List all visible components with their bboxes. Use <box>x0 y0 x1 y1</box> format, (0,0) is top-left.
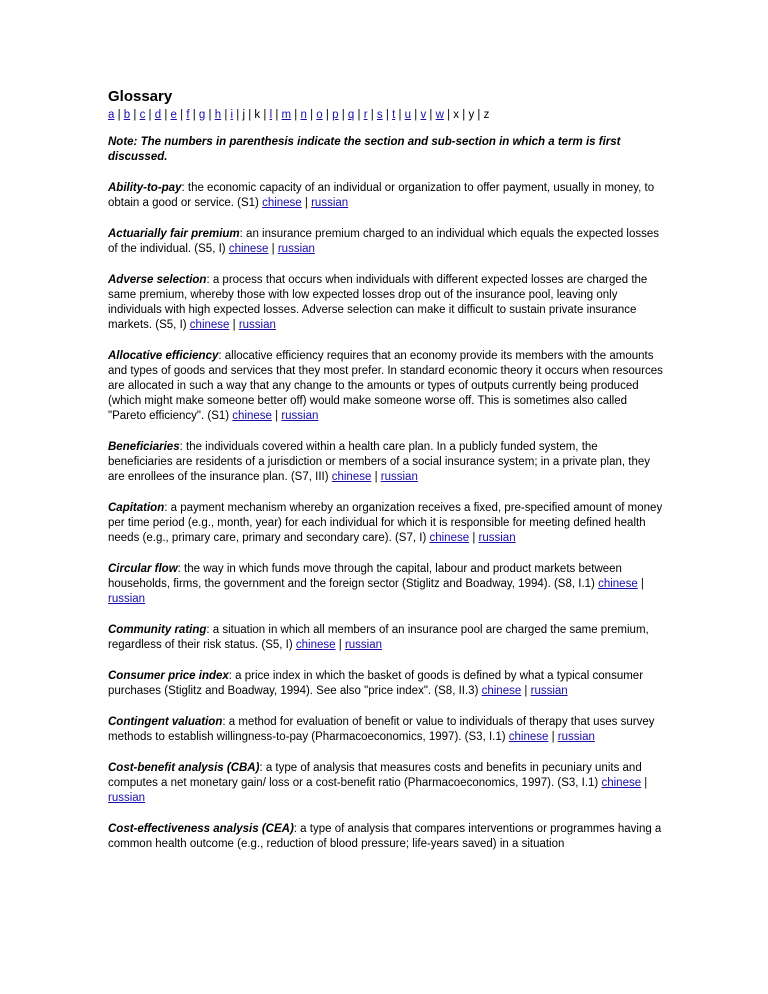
alphabet-letter-v[interactable]: v <box>420 109 427 121</box>
alphabet-separator: | <box>474 109 484 121</box>
glossary-definition: : the economic capacity of an individual or organization to offer payment, usually in money, to obtain a good or service. (S1) <box>108 182 655 209</box>
alphabet-letter-b[interactable]: b <box>123 109 131 121</box>
link-separator: | <box>301 197 312 209</box>
alphabet-letter-q[interactable]: q <box>347 109 355 121</box>
alphabet-letter-z: z <box>483 109 490 121</box>
glossary-definition: : an insurance premium charged to an individual which equals the expected losses of the individual. (S5, I) <box>108 228 660 255</box>
alphabet-separator: | <box>426 109 436 121</box>
glossary-entry <box>108 227 664 257</box>
russian-link[interactable]: russian <box>344 639 383 651</box>
alphabet-separator: | <box>114 109 124 121</box>
alphabet-letter-j: j <box>242 109 246 121</box>
alphabet-separator: | <box>176 109 187 121</box>
alphabet-separator: | <box>443 109 454 121</box>
glossary-entry <box>108 562 664 607</box>
chinese-link[interactable]: chinese <box>331 471 372 483</box>
chinese-link[interactable]: chinese <box>508 731 549 743</box>
glossary-term: Community rating <box>108 624 207 636</box>
alphabet-letter-l[interactable]: l <box>269 109 273 121</box>
glossary-definition: : the individuals covered within a health care plan. In a publicly funded system, the beneficiaries are residents of a jurisdiction or members of a social insurance system; in a private plan, they are enrollees of the insurance plan. (S7, III) <box>108 441 651 483</box>
alphabet-letter-y: y <box>468 109 475 121</box>
alphabet-separator: | <box>338 109 348 121</box>
russian-link[interactable]: russian <box>277 243 315 255</box>
russian-link[interactable]: russian <box>108 593 146 605</box>
alphabet-letter-i[interactable]: i <box>230 109 234 121</box>
russian-link[interactable]: russian <box>281 410 319 422</box>
chinese-link[interactable]: chinese <box>481 685 522 697</box>
alphabet-letter-e[interactable]: e <box>170 109 177 121</box>
glossary-term: Actuarially fair premium <box>108 228 240 240</box>
alphabet-separator: | <box>233 109 243 121</box>
russian-link[interactable]: russian <box>108 792 146 804</box>
chinese-link[interactable]: chinese <box>228 243 269 255</box>
glossary-term: Circular flow <box>108 563 178 575</box>
link-separator: | <box>371 471 381 483</box>
alphabet-letter-x: x <box>453 109 460 121</box>
chinese-link[interactable]: chinese <box>598 578 638 590</box>
alphabet-separator: | <box>272 109 282 121</box>
alphabet-separator: | <box>459 109 469 121</box>
glossary-entry <box>108 822 664 852</box>
link-separator: | <box>469 532 479 544</box>
note: Note: The numbers in parenthesis indicate the section and sub-section in which a term is first discussed. <box>108 136 621 163</box>
russian-link[interactable]: russian <box>311 197 349 209</box>
alphabet-separator: | <box>367 109 377 121</box>
alphabet-separator: | <box>354 109 364 121</box>
chinese-link[interactable]: chinese <box>295 639 336 651</box>
alphabet-separator: | <box>245 109 255 121</box>
glossary-definition: : a price index in which the basket of goods is defined by what a typical consumer purchases (Stiglitz and Boadway, 1994). See also "price index". (S8, II.3) <box>108 670 644 697</box>
glossary-entry <box>108 761 664 806</box>
glossary-entry <box>108 273 664 333</box>
entry-list <box>108 181 664 852</box>
alphabet-letter-m[interactable]: m <box>281 109 292 121</box>
glossary-definition: : a type of analysis that compares interventions or programmes having a common health outcome (e.g., reduction of blood pressure; life-years saved) in a situation <box>108 823 662 850</box>
glossary-definition: : a type of analysis that measures costs and benefits in pecuniary units and computes a net monetary gain/ loss or a cost-benefit ratio (Pharmacoeconomics, 1997). (S3, I.1) <box>108 762 642 789</box>
glossary-term: Allocative efficiency <box>108 350 219 362</box>
alphabet-separator: | <box>161 109 171 121</box>
alphabet-separator: | <box>411 109 421 121</box>
russian-link[interactable]: russian <box>238 319 276 331</box>
glossary-entry <box>108 349 664 424</box>
russian-link[interactable]: russian <box>530 685 568 697</box>
chinese-link[interactable]: chinese <box>429 532 470 544</box>
alphabet-index <box>108 108 664 123</box>
chinese-link[interactable]: chinese <box>601 777 642 789</box>
russian-link[interactable]: russian <box>380 471 418 483</box>
chinese-link[interactable]: chinese <box>262 197 302 209</box>
page-title: Glossary <box>108 88 173 105</box>
alphabet-separator: | <box>322 109 333 121</box>
chinese-link[interactable]: chinese <box>189 319 230 331</box>
glossary-definition: : allocative efficiency requires that an economy provide its members with the amounts and types of goods and services that they most prefer. In standard economic theory it occurs when resources are allocated in such a way that any change to the amounts or types of outputs currently being produced (which might make someone better off) would make someone worse off. This is sometimes also called "Pareto efficiency". (S1) <box>108 350 663 422</box>
alphabet-separator: | <box>260 109 270 121</box>
link-separator: | <box>268 243 278 255</box>
glossary-term: Contingent valuation <box>108 716 223 728</box>
glossary-definition: : a process that occurs when individuals with different expected losses are charged the same premium, whereby those with low expected losses drop out of the insurance pool, leaving only individuals with high expected losses. Adverse selection can make it difficult to sustain private insurance markets. (S5, I) <box>108 274 648 331</box>
glossary-term: Cost-effectiveness analysis (CEA) <box>108 823 294 835</box>
alphabet-separator: | <box>145 109 155 121</box>
alphabet-letter-t[interactable]: t <box>392 109 396 121</box>
alphabet-separator: | <box>189 109 199 121</box>
alphabet-letter-s[interactable]: s <box>376 109 383 121</box>
glossary-entry <box>108 181 664 211</box>
russian-link[interactable]: russian <box>557 731 595 743</box>
alphabet-separator: | <box>382 109 393 121</box>
glossary-definition: : a method for evaluation of benefit or value to individuals of therapy that uses survey methods to establish willingness-to-pay (Pharmacoeconomics, 1997). (S3, I.1) <box>108 716 655 743</box>
alphabet-separator: | <box>130 109 140 121</box>
link-separator: | <box>637 578 644 590</box>
glossary-definition: : a situation in which all members of an insurance pool are charged the same premium, regardless of their risk status. (S5, I) <box>108 624 649 651</box>
alphabet-separator: | <box>306 109 317 121</box>
glossary-definition: : a payment mechanism whereby an organization receives a fixed, pre-specified amount of money per time period (e.g., month, year) for each individual for which it is responsible for meeting defined health needs (e.g., primary care, primary and secondary care). (S7, I) <box>108 502 663 544</box>
alphabet-letter-o[interactable]: o <box>316 109 323 121</box>
alphabet-letter-f[interactable]: f <box>186 109 190 121</box>
link-separator: | <box>335 639 345 651</box>
alphabet-letter-n[interactable]: n <box>300 109 307 121</box>
alphabet-letter-a[interactable]: a <box>108 109 115 121</box>
alphabet-letter-u[interactable]: u <box>404 109 412 121</box>
alphabet-letter-h[interactable]: h <box>214 109 222 121</box>
russian-link[interactable]: russian <box>478 532 516 544</box>
glossary-entry <box>108 669 664 699</box>
glossary-entry <box>108 715 664 745</box>
alphabet-separator: | <box>205 109 215 121</box>
glossary-term: Beneficiaries <box>108 441 180 453</box>
alphabet-letter-w[interactable]: w <box>435 109 444 121</box>
link-separator: | <box>548 731 558 743</box>
link-separator: | <box>271 410 282 422</box>
alphabet-letter-d[interactable]: d <box>154 109 162 121</box>
alphabet-letter-c[interactable]: c <box>139 109 146 121</box>
link-separator: | <box>229 319 239 331</box>
alphabet-letter-k: k <box>254 109 261 121</box>
glossary-term: Adverse selection <box>108 274 207 286</box>
alphabet-letter-r[interactable]: r <box>363 109 368 121</box>
glossary-term: Ability-to-pay <box>108 182 182 194</box>
alphabet-letter-p[interactable]: p <box>332 109 339 121</box>
alphabet-separator: | <box>291 109 301 121</box>
glossary-term: Cost-benefit analysis (CBA) <box>108 762 260 774</box>
glossary-term: Consumer price index <box>108 670 229 682</box>
glossary-term: Capitation <box>108 502 165 514</box>
glossary-entry <box>108 440 664 485</box>
alphabet-separator: | <box>395 109 405 121</box>
alphabet-separator: | <box>221 109 231 121</box>
link-separator: | <box>521 685 531 697</box>
alphabet-letter-g[interactable]: g <box>198 109 206 121</box>
glossary-entry <box>108 501 664 546</box>
glossary-entry <box>108 623 664 653</box>
glossary-definition: : the way in which funds move through the capital, labour and product markets between households, firms, the government and the foreign sector (Stiglitz and Boadway, 1994). (S8, I.1) <box>108 563 622 590</box>
link-separator: | <box>641 777 648 789</box>
glossary-content <box>108 88 664 852</box>
chinese-link[interactable]: chinese <box>232 410 272 422</box>
